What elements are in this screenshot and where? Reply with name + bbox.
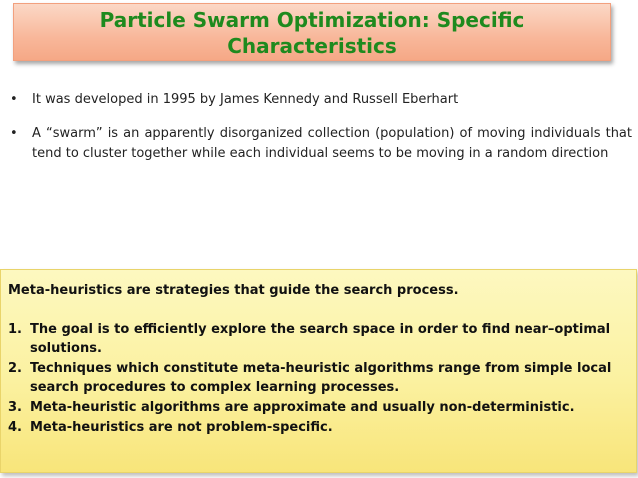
- bullet-icon: •: [10, 92, 18, 107]
- slide-title: [13, 3, 611, 61]
- bullet-list: [10, 90, 632, 164]
- item-number: 4.: [8, 420, 22, 435]
- bullet-item: [10, 124, 632, 164]
- meta-list: [8, 320, 628, 437]
- meta-list-item: [8, 359, 628, 397]
- bullet-text: A “swarm” is an apparently disorganized collection (population) of moving individuals that tend to cluster together while each individual seems to be moving in a random direction: [32, 126, 632, 161]
- meta-list-item: [8, 398, 628, 417]
- item-text: The goal is to efficiently explore the search space in order to find near–optimal solutions.: [30, 322, 611, 356]
- title-line-2: Characteristics: [227, 34, 397, 58]
- item-number: 2.: [8, 361, 22, 376]
- item-number: 3.: [8, 400, 22, 415]
- bullet-icon: •: [10, 126, 18, 141]
- bullet-text: It was developed in 1995 by James Kennedy and Russell Eberhart: [32, 92, 459, 107]
- meta-list-item: [8, 418, 628, 437]
- meta-list-item: [8, 320, 628, 358]
- title-line-1: Particle Swarm Optimization: Specific: [99, 8, 525, 32]
- bullet-item: [10, 90, 632, 110]
- item-number: 1.: [8, 322, 22, 337]
- meta-heuristics-box: [0, 269, 637, 473]
- meta-intro: Meta-heuristics are strategies that guide the search process.: [8, 283, 459, 298]
- item-text: Meta-heuristics are not problem-specific.: [30, 420, 333, 435]
- item-text: Meta-heuristic algorithms are approximate and usually non-deterministic.: [30, 400, 575, 415]
- item-text: Techniques which constitute meta-heuristic algorithms range from simple local search procedures to complex learning processes.: [30, 361, 612, 395]
